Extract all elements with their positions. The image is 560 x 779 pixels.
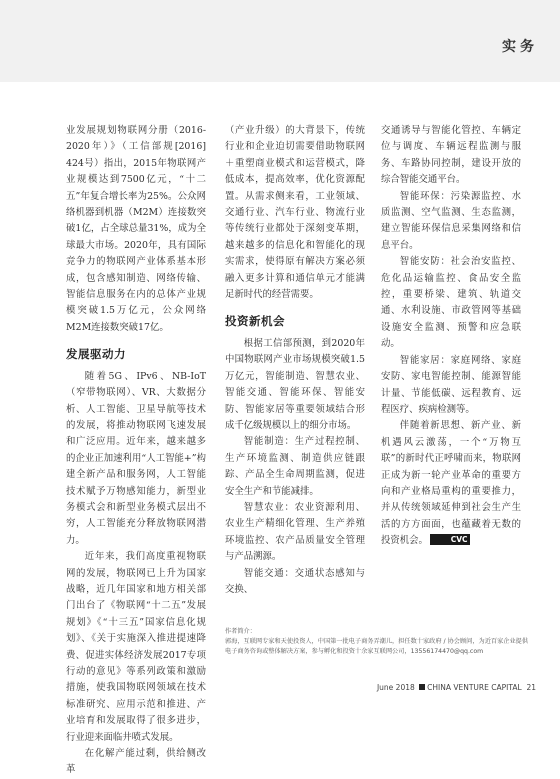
paragraph: 业发展规划物联网分册（2016-2020年）》（工信部规[2016] 424号）指出，2015年物联网产业规模达到7500亿元，“十二五”年复合增长率为25%。公众网络机器到机器（M2M）连接数突破1亿，占全球总量31%，成为全球最大市场。2020年，具有国际竞争力的物联网产业体系基本形成，包含感知制造、网络传输、智能信息服务在内的总体产业规模突破1.5万亿元，公众网络M2M连接数突破17亿。 (66, 125, 206, 333)
paragraph: 交通诱导与智能化管控、车辆定位与调度、车辆远程监测与服务、车路协同控制，建设开放的综合智能交通平台。 (381, 125, 521, 186)
paragraph: 根据工信部预测，到2020年中国物联网产业市场规模突破1.5万亿元，智能制造、智慧农业、智能交通、智能环保、智能安防、智能家居等重要领域结合形成千亿级规模以上的细分市场。 (225, 337, 365, 431)
square-bullet-icon (419, 684, 425, 690)
section-tag: 实务 (502, 39, 538, 55)
paragraph: 智能家居：家庭网络、家庭安防、家电智能控制、能源智能计量、节能低碳、远程教育、远程医疗、疾病检测等。 (381, 354, 521, 415)
closing-text: 伴随着新思想、新产业、新机遇风云激荡，一个“万物互联”的新时代正呼啸而来，物联网正成为新一轮产业革命的重要方向和产业格局重构的重要推力，并从传统领域延伸到社会生产生活的方方面面，也蕴藏着无数的投资机会。 (381, 420, 521, 547)
column-2 (225, 123, 365, 598)
footer-magazine: CHINA VENTURE CAPITAL (427, 683, 522, 692)
header-band (0, 0, 560, 82)
cvc-end-mark: CVC (430, 534, 470, 545)
paragraph: 在化解产能过剩，供给侧改革 (66, 748, 206, 776)
author-text: 郭海，互联网专家和天使投资人，中国第一批电子商务弄潮儿，担任数十家政府 / 协会顾问，为近百家企业提供电子商务咨询或整体解决方案，参与孵化和投资十余家互联网公司，13556174470@qq.com (225, 638, 529, 655)
paragraph: 智能环保：污染源监控、水质监测、空气监测、生态监测，建立智能环保信息采集网络和信息平台。 (381, 190, 521, 251)
section-heading-drivers: 发展驱动力 (66, 347, 126, 362)
column-1 (66, 123, 206, 779)
column-3 (381, 123, 521, 550)
paragraph: 智能安防：社会治安监控、危化品运输监控、食品安全监控，重要桥梁、建筑、轨道交通、水利设施、市政管网等基础设施安全监测、预警和应急联动。 (381, 256, 521, 350)
page-number: 21 (526, 683, 536, 692)
section-heading-opportunities: 投资新机会 (225, 314, 285, 329)
paragraph: 随着5G、IPv6、NB-IoT（窄带物联网）、VR、大数据分析、人工智能、卫星导航等技术的发展，将推动物联网飞速发展和广泛应用。近年来，越来越多的企业正加速利用“人工智能+”构建全新产品和服务网，人工智能技术赋予万物感知能力，新型业务模式会和新型业务模式层出不穷，人工智能充分释放物联网潜力。 (66, 370, 206, 546)
author-label: 作者简介： (225, 628, 256, 635)
paragraph: 智能交通：交通状态感知与交换、 (225, 567, 365, 595)
paragraph: 智慧农业：农业资源利用、农业生产精细化管理、生产养殖环境监控、农产品质量安全管理与产品溯源。 (225, 501, 365, 563)
page-footer (377, 683, 536, 692)
paragraph-closing (381, 418, 521, 549)
author-bio (225, 627, 530, 657)
paragraph: 智能制造：生产过程控制、生产环境监测、制造供应链跟踪、产品全生命周期监测，促进安全生产和节能减排。 (225, 436, 365, 497)
paragraph: （产业升级）的大背景下，传统行业和企业迫切需要借助物联网＋重塑商业模式和运营模式，降低成本，提高效率，优化资源配置。从需求侧来看，工业领域、交通行业、汽车行业、物流行业等传统行业都处于深刻变革期，越来越多的信息化和智能化的现实需求，使得原有解决方案必须融入更多计算和通信单元才能满足新时代的经营需要。 (225, 125, 365, 301)
footer-month: June (376, 683, 394, 692)
paragraph: 近年来，我们高度重视物联网的发展，物联网已上升为国家战略，近几年国家和地方相关部门出台了《物联网“十二五”发展规划》《“十三五”国家信息化规划》、《关于实施深入推进提速降费、促进实体经济发展2017专项行动的意见》等系列政策和激励措施，使我国物联网领域在技术标准研究、应用示范和推进、产业培育和发展取得了很多进步，行业迎来面临井喷式发展。 (66, 551, 206, 743)
footer-year: 2018 (395, 683, 415, 692)
